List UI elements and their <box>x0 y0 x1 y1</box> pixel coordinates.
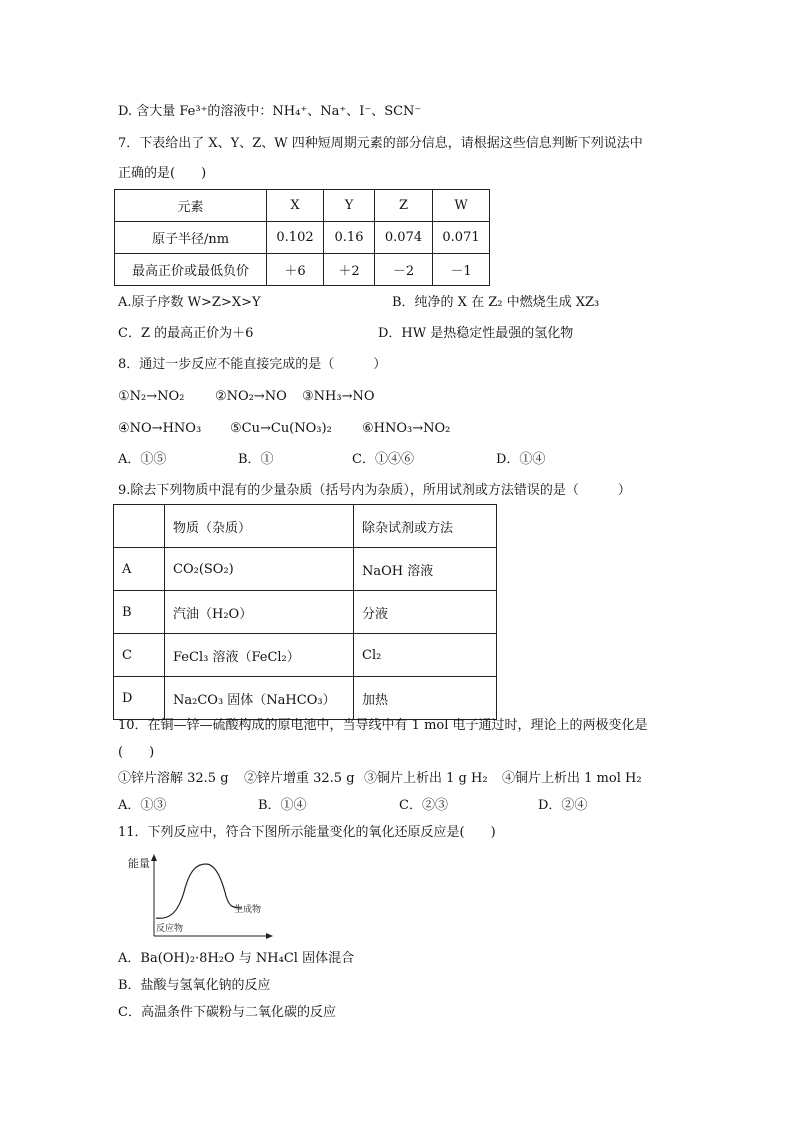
table-row <box>114 505 497 548</box>
table-cell: NaOH 溶液 <box>354 548 497 591</box>
table-header-cell: Z <box>375 190 433 222</box>
q10-statement-4: ④铜片上析出 1 mol H₂ <box>502 771 642 786</box>
q10-statement-3: ③铜片上析出 1 g H₂ <box>364 771 488 786</box>
table-cell: ＋6 <box>267 254 324 286</box>
table-cell: 0.16 <box>324 222 375 254</box>
reactant-label: 反应物 <box>156 924 184 934</box>
q7-option-c: C．Z 的最高正价为＋6 <box>118 326 254 341</box>
q8-option-b: B．① <box>238 452 274 467</box>
q7-stem-line1: 7．下表给出了 X、Y、Z、W 四种短周期元素的部分信息，请根据这些信息判断下列说法中 <box>118 136 643 151</box>
table-cell: 原子半径/nm <box>115 222 267 254</box>
table-cell: 0.074 <box>375 222 433 254</box>
q8-reaction-4: ④NO→HNO₃ <box>118 421 202 436</box>
table-cell: A <box>114 548 165 591</box>
q9-purification-table <box>113 504 497 720</box>
q8-reaction-5: ⑤Cu→Cu(NO₃)₂ <box>230 421 332 436</box>
table-cell: 0.102 <box>267 222 324 254</box>
q11-option-a: A．Ba(OH)₂·8H₂O 与 NH₄Cl 固体混合 <box>118 951 355 966</box>
table-row <box>114 677 497 720</box>
q7-element-table <box>114 189 490 286</box>
table-header-cell: W <box>433 190 490 222</box>
table-header-cell: Y <box>324 190 375 222</box>
q8-reaction-2: ②NO₂→NO <box>215 389 287 404</box>
q8-reaction-6: ⑥HNO₃→NO₂ <box>362 421 451 436</box>
table-cell: D <box>114 677 165 720</box>
q9-stem: 9.除去下列物质中混有的少量杂质（括号内为杂质），所用试剂或方法错误的是（ ） <box>118 483 631 498</box>
energy-curve <box>156 864 242 918</box>
q8-option-c: C．①④⑥ <box>352 452 414 467</box>
q8-option-d: D．①④ <box>496 452 546 467</box>
table-row <box>115 190 490 222</box>
q7-option-d: D．HW 是热稳定性最强的氢化物 <box>378 326 574 341</box>
table-row <box>115 254 490 286</box>
table-cell: C <box>114 634 165 677</box>
q10-option-a: A．①③ <box>118 798 167 813</box>
table-header-cell <box>114 505 165 548</box>
table-cell: 分液 <box>354 591 497 634</box>
table-header-cell: X <box>267 190 324 222</box>
q10-option-c: C．②③ <box>399 798 448 813</box>
y-axis-label: 能量 <box>128 857 150 870</box>
q8-reaction-1: ①N₂→NO₂ <box>118 389 185 404</box>
table-cell: －2 <box>375 254 433 286</box>
q11-option-c: C．高温条件下碳粉与二氧化碳的反应 <box>118 1005 336 1020</box>
product-label: 生成物 <box>234 905 262 915</box>
table-cell: 汽油（H₂O） <box>165 591 354 634</box>
q11-option-b: B．盐酸与氢氧化钠的反应 <box>118 978 271 993</box>
q11-stem: 11．下列反应中，符合下图所示能量变化的氧化还原反应是( ) <box>118 825 496 840</box>
table-cell: －1 <box>433 254 490 286</box>
q10-option-d: D．②④ <box>538 798 588 813</box>
table-row <box>114 591 497 634</box>
table-cell: CO₂(SO₂) <box>165 548 354 591</box>
table-cell: ＋2 <box>324 254 375 286</box>
table-cell: FeCl₃ 溶液（FeCl₂） <box>165 634 354 677</box>
table-cell: B <box>114 591 165 634</box>
x-axis-arrow-icon <box>266 933 273 939</box>
q8-reaction-3: ③NH₃→NO <box>302 389 375 404</box>
q8-stem: 8．通过一步反应不能直接完成的是（ ） <box>118 357 387 372</box>
q7-option-b: B．纯净的 X 在 Z₂ 中燃烧生成 XZ₃ <box>392 295 600 310</box>
q6-option-d: D. 含大量 Fe³⁺的溶液中：NH₄⁺、Na⁺、I⁻、SCN⁻ <box>118 104 422 119</box>
table-cell: 最高正价或最低负价 <box>115 254 267 286</box>
q10-stem-line1: 10．在铜—锌—硫酸构成的原电池中，当导线中有 1 mol 电子通过时，理论上的两极变化是 <box>118 718 648 733</box>
y-axis-arrow-icon <box>151 854 157 861</box>
table-header-cell: 物质（杂质） <box>165 505 354 548</box>
table-cell: Na₂CO₃ 固体（NaHCO₃） <box>165 677 354 720</box>
table-row <box>115 222 490 254</box>
table-header-cell: 除杂试剂或方法 <box>354 505 497 548</box>
table-cell: 加热 <box>354 677 497 720</box>
q10-statement-1: ①锌片溶解 32.5 g <box>118 771 229 786</box>
q10-option-b: B．①④ <box>258 798 307 813</box>
q7-option-a: A.原子序数 W>Z>X>Y <box>118 295 261 310</box>
table-cell: Cl₂ <box>354 634 497 677</box>
q10-statement-2: ②锌片增重 32.5 g <box>244 771 355 786</box>
table-row <box>114 548 497 591</box>
energy-diagram <box>118 850 278 942</box>
q7-stem-line2: 正确的是( ) <box>118 166 207 181</box>
q10-stem-line2: ( ) <box>118 745 155 760</box>
table-header-cell: 元素 <box>115 190 267 222</box>
q8-option-a: A．①⑤ <box>118 452 167 467</box>
table-cell: 0.071 <box>433 222 490 254</box>
table-row <box>114 634 497 677</box>
